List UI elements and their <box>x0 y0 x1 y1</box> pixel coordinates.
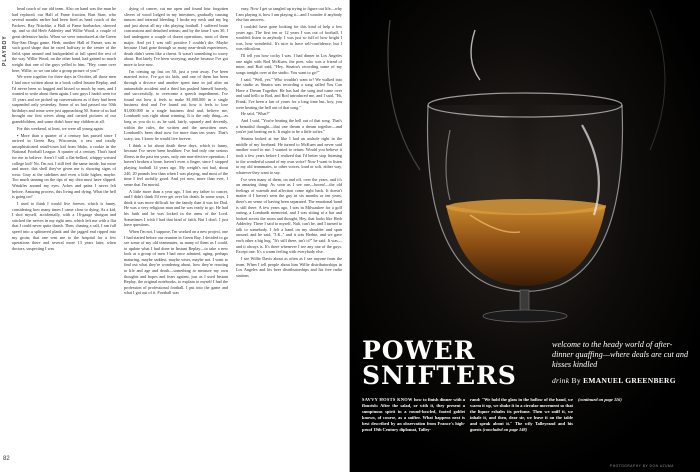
paragraph: I think a lot about death these days, which is funny, because I've never been healthier. I've had only one serious illness in the past ten years, only one non-elective operation. I haven't broken a bone, haven't even a finger, since I stopped playing football 14 years ago. My weight's not bad, about 240, 20 pounds less than when I was playing, and most of the time I feel awfully good. And yet now, more than ever, I sense that I'm mortal. <box>124 142 228 187</box>
paragraph: I see Willie Davis about as often as I see anyone from the team. When I tell people about him Willie distributorships in Los Angeles and his beer distributorships and his free radio stations <box>236 256 342 278</box>
paragraph: I'm coming up fast on 50, just a year away. I've been married twice, I've got six kids, and one of them has been through a divorce and another spent time in jail after an automobile accident and a third has pushed himself bravely, and successfully, to overcome a speech impediment. I've found out how it feels to make $1,000,000 in a single business deal and I've found out how it feels to lose $1,000,000 in a single business deal and, believe me, Lombardi was right about winning. It is the only thing—as long as you do it, as he said, fairly, squarely and decently, within the rules, the written and the unwritten ones. Lombardi's been dead now for more than ten years. That's scary, too. I know he would live forever. <box>124 68 228 141</box>
paragraph: He said, "What?" <box>241 111 271 117</box>
paragraph: I've seen many of them, on and off, over the years, and it's an amazing thing: As soon as I see one—boom!—the old feelings of warmth and affection come right back. It doesn't matter if I haven't seen the guy in six months or ten years, there's no sense of having been separated. The emotional bond is still there. A few years ago, I was in Milwaukee for a golf outing, a Lombardi memorial, and I was sitting at a bar and looked across the room and thought, Hey, that looks like Herb Adderley. There I said to myself, Nah, can't be, and I turned to talk to somebody. I felt a hand on my shoulder and spun around, and he said, "J.K.," and it was Herbie, and we gave each other a big hug. "It's still there, isn't it?" he said. It was—and it always is. It's there whenever I see any one of the guys. Except one. It's a warm feeling with everybody else. <box>236 176 342 255</box>
paragraph: dying of cancer, cut me open and found four forgotten slivers of wood lodged in my intestines, gradually causing tumors and internal bleeding. I broke my neck and my leg and just about all my ribs playing football. I suffered brain concussions and detached retinas; and by the time I was 30, I had undergone a couple of dozen operations, most of them major. And yet I was still positive I couldn't die. Maybe because I had gone through so many near-death experiences, death didn't seem like a threat. It wasn't something to worry about. But lately I've been worrying, maybe because I've got more to lose now. <box>124 6 228 67</box>
running-head: PLAYBOY <box>2 35 8 66</box>
paragraph: When I'm not, I suppose, I'm worked on a new project, one I had started before our reunion in Green Bay. I decided to go see some of my old teammates, as many of them as I could, to update what I had done in Instant Replay—to take a new look at a group of men I had once admired, aging, perhaps maturing, maybe saddest, maybe wiser, maybe not. I want to find out what they're wondering about, how they're reacting to life and age and death—something to measure my own thoughts and hopes and fears against, just as I used Instant Replay, the original notebooks, to explain to myself I had the profession of professional football. I put into the game and what I got out of it. Football was <box>124 228 228 296</box>
page-number: 82 <box>3 456 10 462</box>
paragraph: head coach of our old team. Also on hand was the man he had replaced, our Hall of Fame fraction, Bart Starr, who several months earlier had been fired as head coach of the Packers. Ray Nitschke, a Hall of Fame linebacker, showed up, and so did Herb Adderley and Willie Wood, a couple of great defensive backs. When we were introduced at the Green Bay-San Diego game, Herb, another Hall of Famer, was in such good shape that he raced halfway to the center of the field, spun around and backpedaled at full speed the rest of the way. Willie Wood, on the other hand, had gained so much weight that one of the guys yelled to him, "Hey, come over here, Willie, so we can take a group picture of you!" <box>12 6 116 73</box>
paragraph: I couldn't have gone looking for this kind of help a few years ago. The first ten or 12 years I was out of football, I wouldn't listen to anybody. I was just so full of how bright I was, how wonderful. It's nice to have self-confidence, but I was ridiculous. <box>236 23 342 52</box>
article-column-2 <box>124 6 228 464</box>
paragraph: For this weekend, at least, we were all young again. <box>17 125 104 131</box>
photo-credit: PHOTOGRAPHY BY DON AZUMA <box>610 464 674 468</box>
paragraph: We were together for three days in October, all those men I had once written about in a book called Instant Replay, and I'd never been so hugged and kissed so much by men, and I wanted to write about them again. I saw guys I hadn't seen for 15 years and we picked up conversations as if they had been suspended only yesterday. Some of us had passed our 50th birthdays and some were just approaching 50. Some of us had brought our first wives along and carried pictures of our grandchildren, and some didn't have any children at all. <box>12 74 116 125</box>
lead-in: SAVVY HOSTS KNOW <box>362 397 413 402</box>
intro-text: how to finish dinner with a flourish: After the salad, or with it, they present a sumptuous spirit in a round-bowled, footed goblet known, of course, as a snifter. What happens next is best described by an observation from France's high-proof 19th Century diplomat, Talley- <box>362 397 465 432</box>
headline-line: POWER <box>362 336 476 365</box>
article-deck: welcome to the heady world of after-dinner quaffing—where deals are cut and kisses kindled <box>552 340 689 369</box>
intro-column-3 <box>578 397 688 459</box>
intro-column-1 <box>362 397 465 459</box>
paragraph: Sinatra looked at me like I had an asshole right in the middle of my forehead. He turned to McKuen and never said another word to me. I wanted to return. Would you believe it took a few years before I realized that I'd better stop listening to the wonderful sound of my own voice? Now I want to listen to my old teammates, to other voices, loud or soft, either way, whatever they want to say. <box>236 136 342 175</box>
paragraph: And I said, "You're beating the hell out of that song. That's a beautiful thought—that one dream a dream together—and you're just beating on it. It ought to be a little softer." <box>236 118 342 135</box>
byline-label: drink <box>552 376 570 385</box>
paragraph-text: More than a quarter of a century has passed since I arrived in Green Bay, Wisconsin, a raw and totally unsophisticated small-town kid from Idaho, a rookie in the National Football League. A quarter of a century. That's hard for me to believe. Aren't I still a flat-bellied, whippy-wristed college kid? No, I'm not. I still feel the same inside, but more and more, this shell they've given me is showing signs of wear. Gray at the sidelines and even a little higher, maybe. Too much tanning on the tips of my chin must have slipped. Wrinkles around my eyes. Aches and pains I never felt before. Amazing process, this living and dying. What the hell is going on? <box>12 132 116 200</box>
article-headline <box>362 338 517 388</box>
headline-line: SNIFTERS <box>362 361 517 390</box>
paragraph: A little more than a year ago, I lost my father to cancer, and I didn't think I'd ever get over his death. In some ways, I think it was more difficult for the family than it was for Dad. He was a very religious man and he was ready to go. He had his faith and he was locked in the arms of the Lord. Sometimes I wish I had that kind of faith. But I don't. I just have questions. <box>124 188 228 228</box>
byline-prefix: By <box>571 376 581 385</box>
paragraph: I'll tell you how cocky I was. I had dinner in Los Angeles one night with Rod McKuen, the poet, who was a friend of mine, and Rod said, "Hey, Sinatra's recording some of my songs tonight over at the studio. You want to go?" <box>236 53 342 75</box>
jump-line: (concluded on page 148) <box>482 426 528 432</box>
article-column-3 <box>236 6 342 464</box>
paragraph: easy. Now I get so tangled up trying to figure out life—why I am playing it, how I am playing it—and I wonder if anybody else has answers. <box>236 6 342 23</box>
byline <box>552 376 676 385</box>
right-page <box>350 0 700 472</box>
intro-text: rand: "We hold the glass in the hollow of the hand, we warm it up, we shake it in a circular movement so that the liquor exhales its perfume. Then we sniff it, we inhale it, and then, dear sir, we leave it on the table and speak about it." The wily Talleyrand and his guests <box>470 397 573 432</box>
paragraph: I said, "Well, yes." Who wouldn't want to? We walked into the studio as Sinatra was recording a song called You Can Have a Dream Together. He has had the song and came over and said hello to Rod, and Rod introduced me, and I said, "Hi, Frank, I've been a fan of yours for a long time but, boy, you were beating the hell out of that song." <box>236 76 342 110</box>
paragraph: I used to think I would live forever, which is funny, considering how many times I came close to dying. As a kid, I shot myself, accidentally, with a 16-gauge shotgun and stitched the nerves in my right arm, which left me with a flat that I could never quite thrash. Then, chasing a calf, I ran full speed into a splintered plank and the jagged end ripped into my groin; that one sent me to the hospital for a few operations there and several more 13 years later, when doctors, suspecting I was <box>12 200 116 251</box>
section-bullet: • <box>17 132 19 138</box>
intro-column-2 <box>470 397 573 459</box>
section-break-paragraph <box>12 133 116 200</box>
byline-author: EMANUEL GREENBERG <box>583 376 676 385</box>
continued-line: (continued on page 116) <box>578 397 622 402</box>
article-column-1 <box>12 6 116 464</box>
